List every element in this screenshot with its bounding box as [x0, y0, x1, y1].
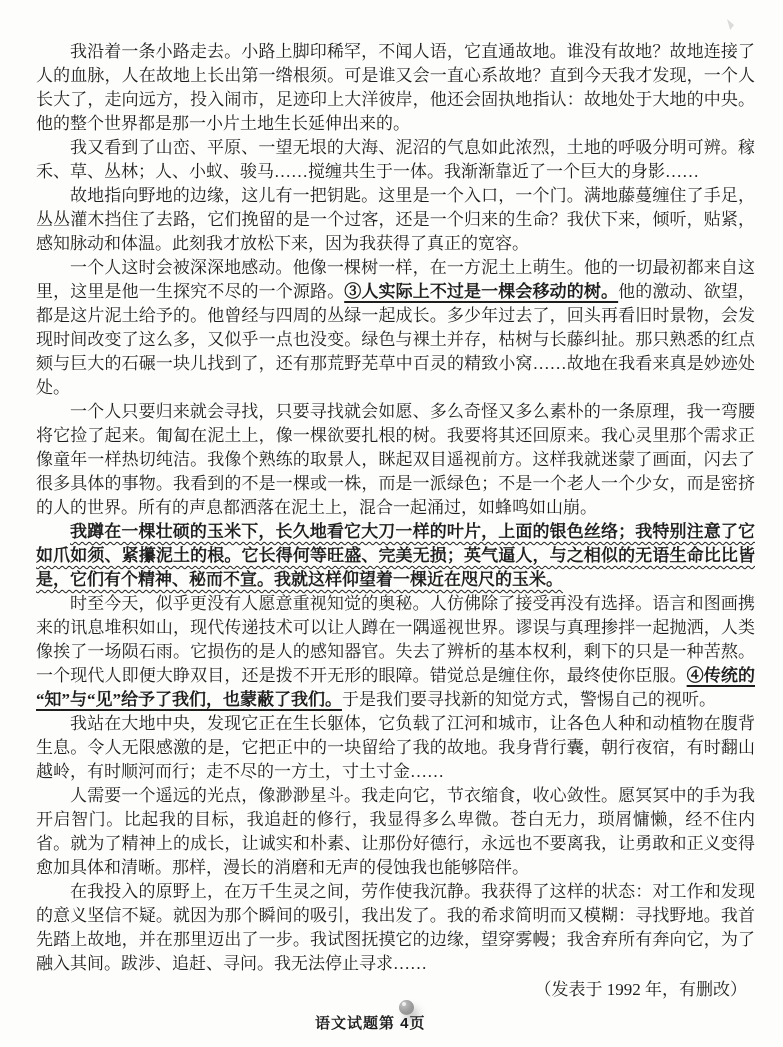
text-segment: 我站在大地中央，发现它正在生长躯体，它负载了江河和城市，让各色人种和动植物在腹背生息。令人无限感激的是，它把正中的一块留给了我的故地。我身背行囊，朝行夜宿，有时翻山越岭，有时顺河而行；走不尽的一方土，寸土寸金…… [36, 714, 755, 781]
wavy-underline-segment: 我蹲在一棵壮硕的玉米下，长久地看它大刀一样的叶片，上面的银色丝络；我特别注意了它如爪如须、紧攥泥土的根。它长得何等旺盛、完美无损；英气逼人，与之相似的无语生命比比皆是，它们有个精神、秘而不宣。我就这样仰望着一棵近在咫尺的玉米。 [36, 522, 755, 589]
essay-paragraph [36, 40, 755, 136]
essay-body [36, 40, 755, 1002]
essay-paragraph [36, 520, 755, 592]
text-segment: 故地指向野地的边缘，这儿有一把钥匙。这里是一个入口，一个门。满地藤蔓缠住了手足，丛丛灌木挡住了去路，它们挽留的是一个过客，还是一个归来的生命？我伏下来，倾听，贴紧，感知脉动和体温。此刻我才放松下来，因为我获得了真正的宽容。 [36, 186, 755, 253]
attribution: （发表于 1992 年，有删改） [534, 980, 747, 999]
underline-segment: ③人实际上不过是一棵会移动的树。 [344, 282, 619, 301]
text-segment: 我又看到了山峦、平原、一望无垠的大海、泥沼的气息如此浓烈，土地的呼吸分明可辨。稼禾、草、丛林；人、小蚁、骏马……搅缠共生于一体。我渐渐靠近了一个巨大的身影…… [36, 138, 755, 181]
underline-segment: ④传统的“知”与“见”给予了我们，也蒙蔽了我们。 [36, 666, 756, 709]
text-segment: 我沿着一条小路走去。小路上脚印稀罕，不闻人语，它直通故地。谁没有故地？故地连接了人的血脉，人在故地上长出第一绺根须。可是谁又会一直心系故地？直到今天我才发现，一个人长大了，走向远方，投入闹市，足迹印上大洋彼岸，他还会固执地指认：故地处于大地的中央。他的整个世界都是那一小片土地生长延伸出来的。 [36, 42, 755, 133]
essay-paragraph [36, 880, 755, 976]
text-segment: 时至今天，似乎更没有人愿意重视知觉的奥秘。人仿佛除了接受再没有选择。语言和图画携来的讯息堆积如山，现代传递技术可以让人蹲在一隅遥视世界。谬误与真理掺拌一起抛洒，人类像挨了一场陨石雨。它损伤的是人的感知器官。失去了辨析的基本权利，剩下的只是一种苦熬。一个现代人即便大睁双目，还是拨不开无形的眼障。错觉总是缠住你，最终使你臣服。 [36, 594, 755, 685]
essay-paragraph [36, 592, 755, 712]
cursor-artifact [727, 19, 734, 30]
text-segment: 一个人这时会被深深地感动。他像一棵树一样，在一方泥土上萌生。他的一切最初都来自这里，这里是他一生探究不尽的一个源路。 [36, 258, 755, 301]
text-segment: 于是我们要寻找新的知觉方式，警惕自己的视听。 [342, 690, 716, 709]
essay-paragraph [36, 784, 755, 880]
page-footer-label: 语文试题第 4页 [315, 1015, 426, 1032]
essay-paragraph [36, 184, 755, 256]
text-segment: 在我投入的原野上，在万千生灵之间，劳作使我沉静。我获得了这样的状态：对工作和发现的意义坚信不疑。就因为那个瞬间的吸引，我出发了。我的希求简明而又模糊：寻找野地。我首先踏上故地，并在那里迈出了一步。我试图抚摸它的边缘，望穿雾幔；我舍弃所有奔向它，为了融入其间。跋涉、追赶、寻问。我无法停止寻求…… [36, 882, 755, 973]
essay-paragraph [36, 712, 755, 784]
essay-paragraph [36, 256, 755, 400]
text-segment: 人需要一个遥远的光点，像渺渺星斗。我走向它，节衣缩食，收心敛性。愿冥冥中的手为我开启智门。比起我的目标，我追赶的修行，我显得多么卑微。苍白无力，琐屑慵懒，经不住内省。就为了精神上的成长，让诚实和朴素、让那份好德行，永远也不要离我，让勇敢和正义变得愈加具体和清晰。那样，漫长的消磨和无声的侵蚀我也能够陪伴。 [36, 786, 755, 877]
essay-paragraph [36, 400, 755, 520]
text-segment: 他的激动、欲望，都是这片泥土给予的。他曾经与四周的丛绿一起成长。多少年过去了，回头再看旧时景物，会发现时间改变了这么多，又似乎一点也没变。绿色与裸土并存，枯树与长藤纠扯。那只熟悉的红点颏与巨大的石碾一块儿找到了，还有那荒野芜草中百灵的精致小窝……故地在我看来真是妙迹处处。 [36, 282, 756, 397]
essay-paragraph [36, 136, 755, 184]
text-segment: 一个人只要归来就会寻找，只要寻找就会如愿、多么奇怪又多么素朴的一条原理，我一弯腰将它捡了起来。匍匐在泥土上，像一棵欲要扎根的树。我要将其还回原来。我心灵里那个需求正像童年一样热切纯洁。我像个熟练的取景人，眯起双目遥视前方。这样我就迷蒙了画面，闪去了很多具体的事物。我看到的不是一棵或一株，而是一派绿色；不是一个老人一个少女，而是密挤的人的世界。所有的声息都洒落在泥土上，混合一起涌过，如蜂鸣如山崩。 [36, 402, 755, 517]
